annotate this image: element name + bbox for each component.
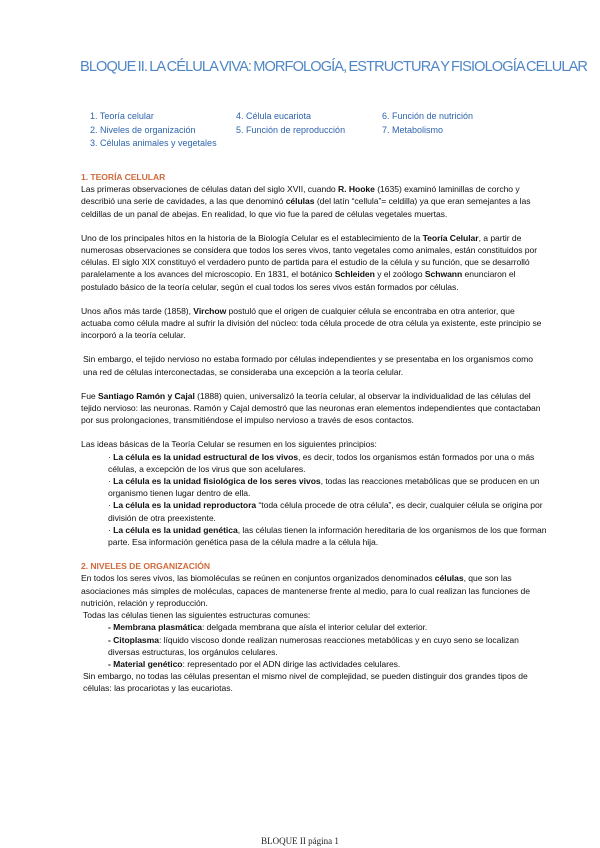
toc-item[interactable]: 2. Niveles de organización bbox=[90, 124, 196, 135]
toc-item[interactable]: 1. Teoría celular bbox=[90, 111, 154, 121]
components-intro: Todas las células tienen las siguientes estructuras comunes: bbox=[83, 610, 311, 621]
principles-intro: Las ideas básicas de la Teoría Celular se resumen en los siguientes principios: bbox=[81, 439, 377, 450]
components-list bbox=[81, 621, 547, 670]
page-title: BLOQUE II. LA CÉLULA VIVA: MORFOLOGÍA, ESTRUCTURA Y FISIOLOGÍA CELULAR bbox=[80, 59, 588, 75]
page-footer: BLOQUE II página 1 bbox=[261, 836, 339, 846]
paragraph-complejidad: Sin embargo, no todas las células presentan el mismo nivel de complejidad, se pueden distinguir dos grandes tipos de células: las procariotas y las eucariotas. bbox=[83, 671, 528, 694]
paragraph-teoria-celular: Uno de los principales hitos en la historia de la Biología Celular es el establecimiento de la Teoría Celular, a partir de numerosas observaciones se considera que todos los seres vivos, tanto vegetales como animales, están constituidos por células. El siglo XIX constituyó el verdadero punto de partida para el estudio de la célula y su función, que se desarrolló paralelamente a los avances del microscopio. En 1831, el botánico Schleiden y el zoólogo Schwann enunciaron el postulado básico de la teoría celular, según el cual todos los seres vivos están formados por células. bbox=[81, 232, 538, 292]
section-heading-niveles: 2. NIVELES DE ORGANIZACIÓN bbox=[81, 561, 211, 572]
principles-list bbox=[81, 451, 547, 549]
list-item: · La célula es la unidad fisiológica de los seres vivos, todas las reacciones metabólicas que se producen en un organismo tienen lugar dentro de ella. bbox=[108, 476, 540, 499]
toc-item[interactable]: 5. Función de reproducción bbox=[236, 124, 346, 135]
toc-column-1 bbox=[90, 110, 217, 151]
toc-item[interactable]: 6. Función de nutrición bbox=[382, 111, 474, 121]
list-item: - Membrana plasmática: delgada membrana que aísla el interior celular del exterior. bbox=[108, 622, 428, 633]
paragraph-virchow: Unos años más tarde (1858), Virchow postuló que el origen de cualquier célula se encontraba en otra anterior, que actuaba como célula madre al sufrir la división del núcleo: toda célula procede de otra célula ya existente, este principio se incorporó a la teoría celular. bbox=[81, 305, 542, 341]
list-item: · La célula es la unidad estructural de los vivos, es decir, todos los organismos están formados por una o más células, a excepción de los virus que son acelulares. bbox=[108, 451, 535, 474]
document-body bbox=[81, 171, 547, 695]
paragraph-hooke: Las primeras observaciones de células datan del siglo XVII, cuando R. Hooke (1635) examinó laminillas de corcho y describió una serie de cavidades, a las que denominó células (del latín “cellula”= celdilla) ya que eran semejantes a las celdillas de un panal de abejas. En realidad, lo que vio fue la pared de células vegetales muertas. bbox=[81, 184, 531, 219]
paragraph-biomoleculas: En todos los seres vivos, las biomoléculas se reúnen en conjuntos organizados denominados células, que son las asociaciones más simples de moléculas, capaces de mantenerse frente al medio, para lo cual realizan las funciones de nutrición, relación y reproducción. bbox=[81, 573, 530, 608]
list-item: - Material genético: representado por el ADN dirige las actividades celulares. bbox=[108, 658, 401, 669]
toc-item[interactable]: 7. Metabolismo bbox=[382, 124, 444, 135]
toc-item[interactable]: 4. Célula eucariota bbox=[236, 111, 312, 121]
toc-column-2 bbox=[236, 110, 345, 137]
list-item: · La célula es la unidad reproductora “toda célula procede de otra célula”, es decir, cualquier célula se origina por división de otra preexistente. bbox=[108, 500, 543, 523]
paragraph-ramon-y-cajal: Fue Santiago Ramón y Cajal (1888) quien, universalizó la teoría celular, al observar la individualidad de las células del tejido nervioso: las neuronas. Ramón y Cajal demostró que las neuronas eran elementos independientes que contactaban por sus prolongaciones, transmitiéndose el impulso nervioso a través de esos contactos. bbox=[81, 390, 541, 426]
section-heading-teoria-celular: 1. TEORÍA CELULAR bbox=[81, 172, 166, 182]
toc-item[interactable]: 3. Células animales y vegetales bbox=[90, 138, 217, 148]
paragraph-tejido-nervioso: Sin embargo, el tejido nervioso no estaba formado por células independientes y se presentaba en los organismos como una red de células interconectadas, se consideraba una excepción a la teoría celular. bbox=[83, 354, 533, 377]
toc-column-3 bbox=[382, 110, 473, 137]
list-item: · La célula es la unidad genética, las células tienen la información hereditaria de los organismos de los que forman parte. Esa información genética pasa de la célula madre a la célula hija. bbox=[108, 524, 547, 548]
list-item: - Citoplasma: líquido viscoso donde realizan numerosas reacciones metabólicas y en cuyo seno se localizan diversas estructuras, los orgánulos celulares. bbox=[108, 634, 519, 657]
